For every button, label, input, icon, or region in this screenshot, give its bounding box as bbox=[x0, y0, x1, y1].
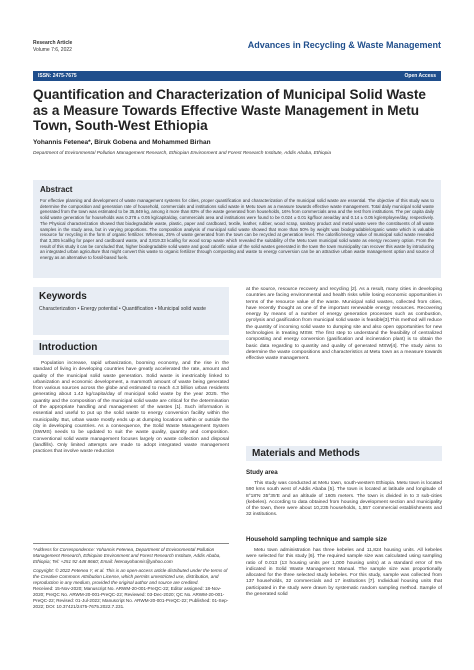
article-history bbox=[33, 586, 229, 610]
issn-bar bbox=[33, 71, 441, 81]
introduction-heading: Introduction bbox=[33, 340, 229, 355]
abstract-heading: Abstract bbox=[40, 185, 73, 194]
authors: Yohannis Fetenea*, Biruk Gobena and Mohammed Birhan bbox=[33, 139, 211, 146]
keywords-section bbox=[33, 287, 229, 335]
keywords-heading: Keywords bbox=[39, 291, 87, 302]
abstract-section bbox=[33, 180, 441, 278]
keywords-text: Characterization • Energy potential • Quantification • Municipal solid waste bbox=[39, 306, 207, 312]
journal-title: Advances in Recycling & Waste Management bbox=[247, 40, 441, 50]
sampling-text: Metu town administration has three kebeles and 11,824 housing units. All kebeles were selected for this study [6]. The required sample size was calculated using sampling ratio of 0.013 (13 housing units per 1,000 housing units) at a standard error of 5% indicated in Solid Waste Management Manual. The sample size was proportionally allocated for the three selected study kebeles. For this study, sample was collected from 137 households, 32 commercials and 17 institutions [7]. Individual housing units that participated in the study were drawn by systematic random sampling method. Sample of the generated solid bbox=[246, 548, 442, 598]
sampling-heading: Household sampling technique and sample size bbox=[246, 536, 387, 543]
article-meta bbox=[33, 40, 72, 53]
correspondence-box bbox=[33, 543, 229, 588]
history-text: Received: 15-Nov-2020; Manuscript No. ARWM-20-001-PreQC-22; Editor assigned: 18-Nov-2020; PreQC No. ARWM-20-001-PreQC-22; Reviewed: 03-Dec-2020; QC No. ARWM-20-001-PreQC-22; Revised: 01-Jul-2022; Manuscript No. ARWM-20-001-PreQC-22; Published: 01-Sep-2022; DOI: 10.37421/2475-7675.2022.7.231. bbox=[33, 586, 229, 609]
copyright-notice: Copyright: © 2022 Fetenea Y, et al. This is an open-access article distributed under the terms of the Creative Commons Attribution License, which permits unrestricted use, distribution, and reproduction in any medium, provided the original author and source are credited. bbox=[33, 567, 228, 585]
abstract-text: For effective planning and development of waste management systems for cities, proper quantification and characterization of the municipal solid waste are essential. The objective of this study was to determine the composition and generation rate of household, commercials and institutions solid waste in Metu town as a measure towards effective waste management. Total daily municipal solid waste generated from the town was estimated to be 35,849 kg, among it more than 83% of the waste generated from households, 16% from commercials area and the rest from institutions. The per capita daily solid waste generation for households was 0.378 ± 0.05 kg/capita/day, commercials area and institutions were found to be 0.024 ± 0.01 kg/floor area/day and 0.14 ± 0.05 kg/employee/day, respectively. The Physical characterization showed that biodegradable waste, plastic, paper and cardboard, textile, leather, rubber, wood scrap, sanitary product and metal waste were the constituents of all waste samples in the study area, but in varying proportions. The composition analysis of municipal solid waste showed that more than 50% by weight was biodegradable/organic waste which is valuable resource for recycling in the form of organic fertilizer. Whereas, 25% of waste generated from the town can be recycled at generation level. The calorific/energy value of municipal solid waste revealed that 3,305 kcal/kg for paper and cardboard waste, and 3,819.33 kcal/kg for wood scrap waste which revealed the suitability of the Metu town municipal solid waste as energy recovery option. From the result of this study it can be concluded that, higher biodegradable solid waste and good calorific value of the solid wastes generated in the town the town municipality can recover this waste by introducing an integrated urban agriculture that might convert this waste to organic fertilizer through composting and waste to energy conversion can be an attractive urban waste management option and source of energy as an alternative to fossil-based fuels. bbox=[40, 198, 434, 261]
volume-info: Volume 7:6, 2022 bbox=[33, 46, 72, 53]
article-title: Quantification and Characterization of Municipal Solid Waste as a Measure Towards Effective Waste Management in Metu Town, South-West Ethiopia bbox=[33, 87, 426, 133]
article-type: Research Article bbox=[33, 40, 73, 46]
study-area-text: This study was conducted at Metu town, south-western Ethiopia. Metu town is located 590 kms south west of Addis Ababa [5]. The town is located at latitude and longitude of 8°18'N 35°35'E and an altitude of 1605 meters. The town is divided in to 3 sub-cities (kebeles). According to data obtained from housing development section and municipality of the town, there were about 10,235 households, 1,557 commercial establishments and 32 institutions. bbox=[246, 481, 442, 518]
introduction-continued: at the source, resource recovery and recycling [2]. As a result, many cities in developing countries are facing environmental and health risks while losing economic opportunities in terms of the resource value of the waste. Municipal solid wastes, collected from cities, have recently thought as one of the important renewable energy resources. Recovering energy by means of a number of energy generation processes such as combustion, pyrolysis and gasification from municipal solid waste is feasible[3].This method will reduce the quantity of incoming solid waste to dumping site and also open opportunities for new technologies in treating MSW. The first step to understand the feasibility of centralized composting and energy conversion (gasification and incineration plant) is to obtain the basic data regarding to quantity and quality of generated MSW[4]. The study aims to determine the waste compositions and characteristics at Metu town as a measure towards effective waste management. bbox=[246, 287, 442, 362]
methods-heading: Materials and Methods bbox=[246, 446, 442, 461]
open-access-label: Open Access bbox=[404, 73, 436, 79]
affiliation: Department of Environmental Pollution Management Research, Ethiopian Environment and Forest Research Institute, Addis Ababa, Ethiopia bbox=[33, 151, 332, 156]
introduction-text: Population increase, rapid urbanization, booming economy, and the rise in the standard of living in developing countries have greatly accelerated the rate, amount and quality of the municipal solid waste generation. Solid waste is inextricably linked to urbanization and economic development, a mammoth amount of waste being generated from various sources across the globe and estimated to reach 4.3 billion urban residents generating about 1.42 kg/capita/day of municipal solid waste by the year 2025. The quantity and the composition of the municipal solid waste are critical for the determination of the appropriate handling and management of the wastes [1]. Such information is essential and useful to put up the solid waste to energy conversion facility within the municipality. But, urban waste mostly ends up at dumping locations within or outside the city in developing countries. As a consequence, the Solid Waste Management System (SWMS) needs to be updated to suit the waste quality, quantity and composition. Conventional solid waste management focuses largely on waste collection and disposal (landfills). Only limited attempts are made to adopt integrated waste management practices that involve waste reduction bbox=[33, 361, 229, 455]
study-area-heading: Study area bbox=[246, 469, 278, 476]
issn: ISSN: 2475-7675 bbox=[38, 73, 77, 79]
correspondence-address: *Address for Correspondence: Yohannis Fetenea, Department of Environmental Pollution Management Research, Ethiopian Environment and Forest Research Institute, Addis Ababa, Ethiopia; Tel: +251 92 448 8660; Email: fetenayohannis@yahoo.com bbox=[33, 547, 221, 564]
